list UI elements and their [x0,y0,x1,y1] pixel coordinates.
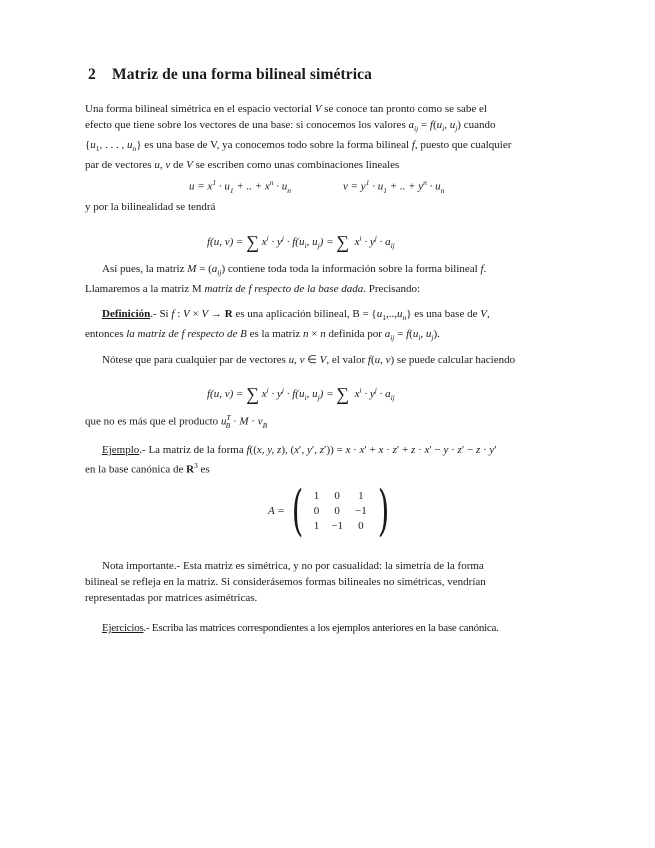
definicion-paragraph [85,306,571,346]
ejercicios-paragraph [85,620,571,636]
nota-line-3: representadas por matrices asimétricas. [85,592,258,604]
nota-line-1: Nota importante.- Esta matriz es simétrica, y no por casualidad: la simetría de la forma [102,560,484,572]
matrix-cell: 0 [334,505,340,517]
matrix-row [308,519,373,534]
matrix-cell: 1 [313,520,320,532]
matrix-A [268,479,394,542]
definicion-label: Definición [102,308,151,320]
matrix-cell: 1 [358,490,364,502]
equation-v-combination: $v = y^1 \cdot u_1$ + .. + $y^n \cdot u_n$ [343,178,445,195]
matrix-name: A = [268,505,285,517]
equation-u-combination: $u = x^1 \cdot u_1$ + .. + $x^n \cdot u_n$ [189,178,292,195]
nota-line-2: bilineal se refleja en la matriz. Si considerásemos formas bilineales no simétricas, vendrían [85,576,486,588]
asi-pues-line-2: Llamaremos a la matriz M matriz de f respecto de la base dada. Precisando: [85,283,421,296]
intro-line-3: {$u_1$, . . . , $u_n$} es una base de V, ya conocemos todo sobre la forma bilineal f, puesto que cualquier [85,139,512,154]
matrix-cell: 1 [313,490,320,502]
section-heading [88,66,372,84]
matrix-cell: 0 [358,520,364,532]
equation-f-expansion-2: f(u, v) = ∑ $x^i \cdot y^j \cdot f(u_i$, $u_j$) = ∑ $x^i \cdot y^j \cdot a_{ij}$ [207,384,395,404]
ejemplo-line-1: Ejemplo.- La matriz de la forma f((x, y, z), (x′, y′, z′)) = x · x′ + x · z′ + z · x′ − y · z′ − z · y′ [102,444,497,456]
definicion-line-1: Definición.- Si f : V × V → R es una aplicación bilineal, $B = \{u_1,..,u_n\}$ es una base de V, [102,308,490,323]
matrix-cell: 0 [313,505,320,517]
ejercicios-label: Ejercicios [102,622,144,634]
ejemplo-line-2: en la base canónica de $R^3$ es [85,461,210,476]
asi-pues-paragraph [85,261,571,297]
section-title: Matriz de una forma bilineal simétrica [112,66,372,83]
matrix-table [308,489,373,534]
matrix-left-paren: ( [291,479,304,542]
ejercicios-text: .- Escriba las matrices correspondientes a los ejemplos anteriores en la base canónica. [143,622,499,634]
intro-line-1: Una forma bilineal simétrica en el espacio vectorial V se conoce tan pronto como se sabe el [85,103,487,115]
intro-line-2: efecto que tiene sobre los vectores de una base: si conocemos los valores $a_{ij} = f(u_i$, $u_j$) cuando [85,119,496,134]
notese-paragraph: Nótese que para cualquier par de vectores u, v ∈ V, el valor f(u, v) se puede calcular haciendo [102,354,516,366]
nota-paragraph [85,558,571,606]
matrix-row [308,504,373,519]
ejemplo-label: Ejemplo [102,444,140,456]
matrix-row [308,489,373,504]
definicion-line-2: entonces la matriz de f respecto de B es la matriz n × n definida por $a_{ij} = f(u_i$, $u_j$). [85,328,440,343]
bilinealidad-text: y por la bilinealidad se tendrá [85,201,216,213]
matrix-cell: 0 [334,490,340,502]
equation-f-expansion-1: f(u, v) = ∑ $x^i \cdot y^j \cdot f(u_i$, $u_j$) = ∑ $x^i \cdot y^j \cdot a_{ij}$ [207,232,395,252]
intro-paragraph [85,101,571,173]
intro-line-4: par de vectores u, v de V se escriben como unas combinaciones lineales [85,159,400,172]
asi-pues-line-1: Así pues, la matriz $M = (a_{ij})$ contiene toda toda la información sobre la forma bilineal f. [102,263,487,278]
matrix-cell: −1 [331,520,343,532]
matrix-right-paren: ) [377,479,390,542]
section-number: 2 [88,66,96,83]
producto-text: que no es más que el producto $u^T_B \cdot M \cdot v_B$ [85,413,268,430]
ejemplo-paragraph [85,442,571,478]
matrix-cell: −1 [355,505,367,517]
